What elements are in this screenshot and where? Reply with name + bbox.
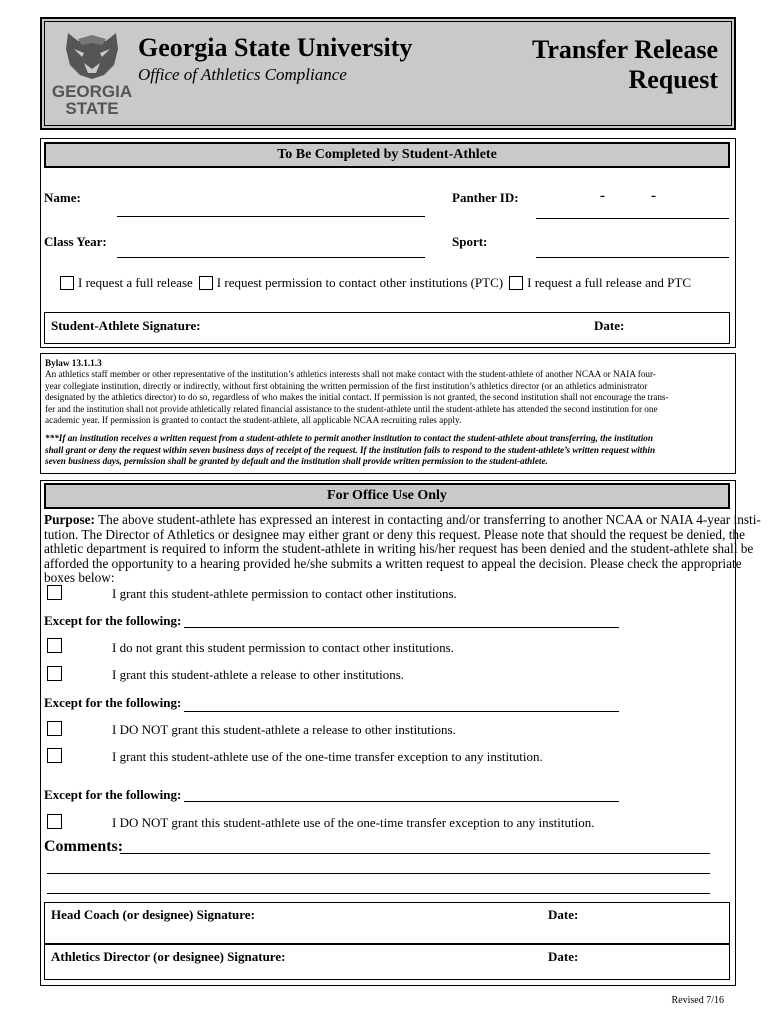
ptc-checkbox[interactable]	[199, 276, 213, 290]
panther-id-label: Panther ID:	[452, 190, 519, 205]
deny-release-label: I DO NOT grant this student-athlete a release to other institutions.	[112, 722, 456, 737]
student-date-label: Date:	[594, 318, 625, 333]
form-title-line-2: Request	[628, 65, 718, 94]
logo-text-1: GEORGIA	[51, 82, 133, 101]
deny-transfer-exception-checkbox[interactable]	[47, 814, 62, 829]
except-field-3[interactable]	[184, 801, 619, 802]
sport-field[interactable]	[536, 257, 729, 258]
bylaw-line: designated by the athletics director) to do so, regardless of who makes the initial contact. If permission is not granted, the second institution shall not encourage the trans-	[45, 392, 669, 403]
form-title-line-1: Transfer Release	[531, 35, 718, 64]
except-field-2[interactable]	[184, 711, 619, 712]
grant-transfer-exception-checkbox[interactable]	[47, 748, 62, 763]
ad-signature-label: Athletics Director (or designee) Signature:	[51, 949, 286, 964]
deny-contact-checkbox[interactable]	[47, 638, 62, 653]
panther-id-dash-1: -	[600, 188, 605, 204]
deny-transfer-exception-label: I DO NOT grant this student-athlete use of the one-time transfer exception to any institution.	[112, 815, 595, 830]
bylaw-note-line: shall grant or deny the request within seven business days of receipt of the request. If the institution fails to respond to the student-athlete’s written request within	[45, 444, 656, 455]
comments-line-3[interactable]	[47, 893, 710, 894]
sport-label: Sport:	[452, 234, 488, 249]
comments-label: Comments:	[44, 838, 124, 855]
except-label-2: Except for the following:	[44, 695, 182, 710]
option-full-release[interactable]	[60, 275, 193, 291]
grant-release-label: I grant this student-athlete a release to other institutions.	[112, 667, 405, 682]
coach-signature-label: Head Coach (or designee) Signature:	[51, 907, 255, 922]
bylaw-line: academic year. If permission is granted to contact the student-athlete, all applicable NCAA recruiting rules apply.	[45, 415, 462, 426]
bylaw-title: Bylaw 13.1.1.3	[45, 358, 102, 368]
bylaw-line: An athletics staff member or other representative of the institution’s athletics interests shall not make contact with the student-athlete of another NCAA or NAIA four-	[45, 369, 656, 380]
full-release-and-ptc-label: I request a full release and PTC	[527, 275, 691, 290]
student-section-heading: To Be Completed by Student-Athlete	[44, 142, 730, 168]
grant-transfer-exception-label: I grant this student-athlete use of the one-time transfer exception to any institution.	[112, 749, 543, 764]
release-options	[60, 275, 697, 291]
option-full-release-and-ptc[interactable]	[509, 275, 691, 291]
form-title	[458, 35, 718, 95]
panther-id-field[interactable]	[536, 218, 729, 219]
coach-date-label: Date:	[548, 907, 579, 922]
purpose-line: boxes below:	[44, 570, 115, 586]
deny-release-checkbox[interactable]	[47, 721, 62, 736]
grant-contact-label: I grant this student-athlete permission to contact other institutions.	[112, 586, 457, 601]
bylaw-note	[45, 433, 731, 467]
panther-id-dash-2: -	[651, 188, 656, 204]
full-release-label: I request a full release	[78, 275, 193, 290]
bylaw-note-line: seven business days, permission shall be granted by default and the institution shall provide written permission to the student-athlete.	[45, 456, 548, 467]
bylaw-line: fer and the institution shall not provide athletically related financial assistance to the student-athlete until the student-athlete has attended the second institution for one	[45, 403, 658, 414]
purpose-line: athletic department is required to inform the student-athlete in writing his/her request has been denied and the student-athlete shall be	[44, 541, 754, 557]
student-signature-label: Student-Athlete Signature:	[51, 318, 201, 333]
comments-line-2[interactable]	[47, 873, 710, 874]
purpose-label: Purpose:	[44, 512, 95, 527]
except-label-1: Except for the following:	[44, 613, 182, 628]
ad-date-label: Date:	[548, 949, 579, 964]
revision-note: Revised 7/16	[671, 995, 724, 1006]
purpose-text	[44, 512, 761, 586]
full-release-checkbox[interactable]	[60, 276, 74, 290]
option-ptc[interactable]	[199, 275, 503, 291]
full-release-and-ptc-checkbox[interactable]	[509, 276, 523, 290]
bylaw-line: year collegiate institution, directly or indirectly, without first obtaining the written permission of the first institution’s athletics director (or an athletics administrator	[45, 380, 648, 391]
grant-release-checkbox[interactable]	[47, 666, 62, 681]
class-year-label: Class Year:	[44, 234, 107, 249]
name-field[interactable]	[117, 216, 425, 217]
bylaw-note-line: ***If an institution receives a written request from a student-athlete to permit another institution to contact the student-athlete about transferring, the institution	[45, 433, 653, 444]
office-name: Office of Athletics Compliance	[138, 65, 347, 84]
grant-contact-checkbox[interactable]	[47, 585, 62, 600]
except-field-1[interactable]	[184, 627, 619, 628]
bylaw-box	[40, 353, 736, 474]
purpose-line: afforded the opportunity to a hearing provided he/she submits a written request to appeal the decision. Please check the appropriate	[44, 555, 742, 571]
gsu-panther-logo	[48, 27, 136, 119]
office-section-heading: For Office Use Only	[44, 483, 730, 509]
class-year-field[interactable]	[117, 257, 425, 258]
comments-line-1[interactable]	[120, 853, 710, 854]
ptc-label: I request permission to contact other institutions (PTC)	[216, 275, 504, 290]
logo-text-2: STATE	[65, 99, 119, 118]
except-label-3: Except for the following:	[44, 787, 182, 802]
purpose-line: The above student-athlete has expressed an interest in contacting and/or transferring to another NCAA or NAIA 4-year insti-	[94, 512, 761, 527]
university-name: Georgia State University	[138, 33, 413, 62]
name-label: Name:	[44, 190, 81, 205]
purpose-line: tution. The Director of Athletics or designee may either grant or deny this request. Please note that should the request be denied, the	[44, 526, 745, 542]
deny-contact-label: I do not grant this student permission to contact other institutions.	[112, 640, 454, 655]
